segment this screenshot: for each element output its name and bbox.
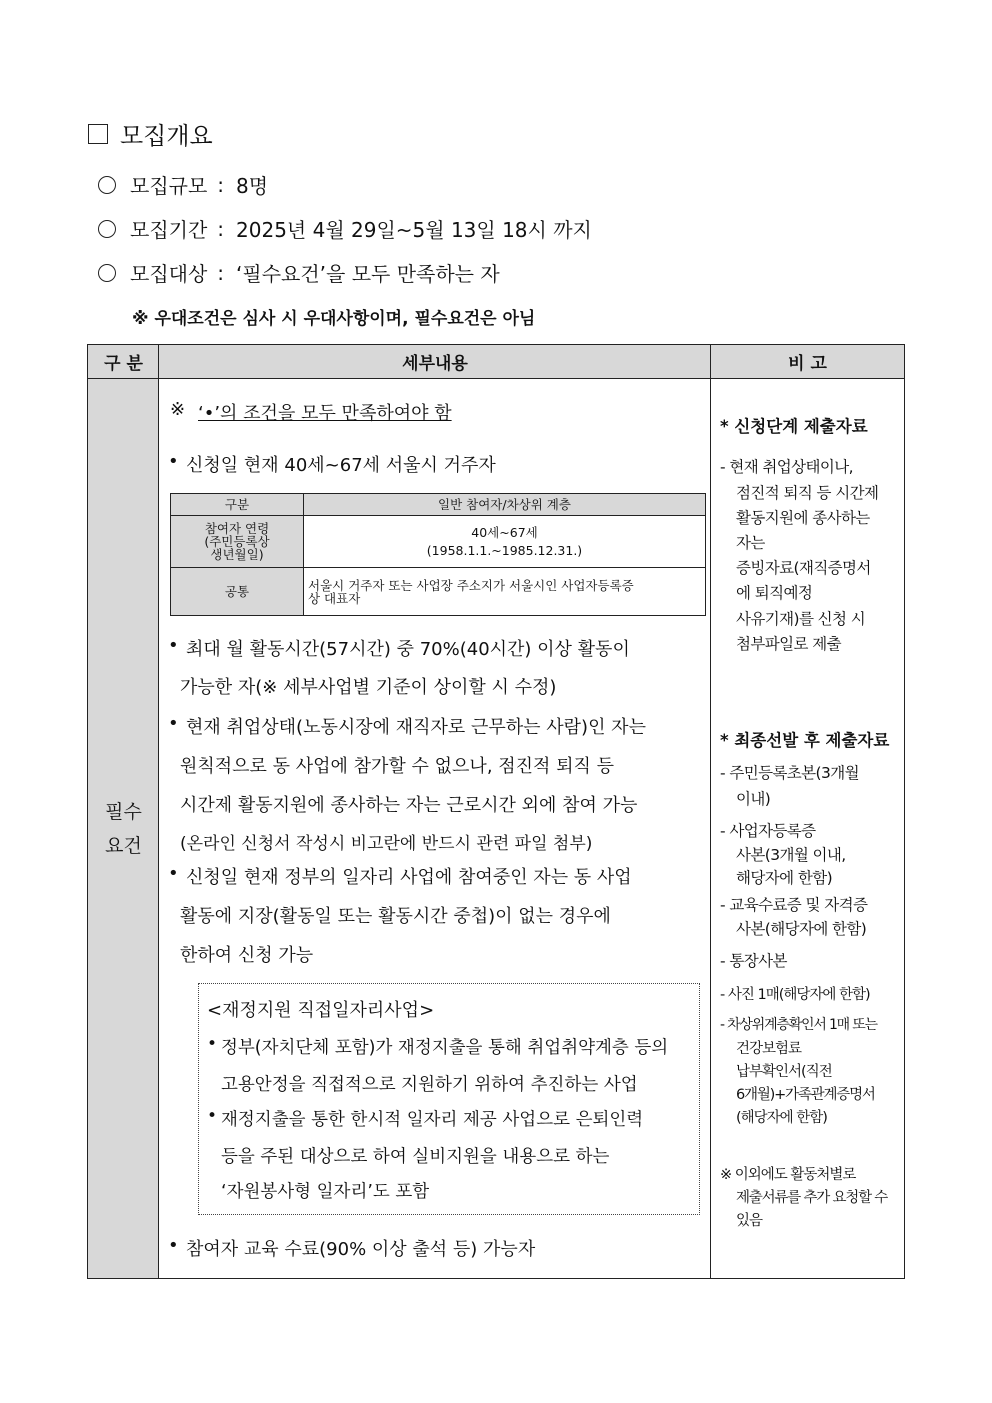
bullet-icon: •	[207, 1106, 218, 1126]
circle-bullet-icon	[98, 176, 116, 194]
req-activity-line2: 가능한 자(※ 세부사업별 기준이 상이할 시 수정)	[180, 677, 557, 698]
age-value-cell	[304, 516, 706, 568]
req-gov-job-line3: 한하여 신청 가능	[180, 945, 314, 966]
remark-line: 자는	[736, 534, 765, 552]
sub-header-category: 구분	[171, 494, 304, 516]
intro-text: ‘•’의 조건을 모두 만족하여야 함	[198, 403, 452, 424]
item-label: 모집기간	[130, 218, 208, 242]
remark-line: - 차상위계층확인서 1매 또는	[720, 1017, 877, 1033]
age-sub-table	[170, 493, 706, 616]
recruit-target-item	[98, 258, 500, 287]
sub-header-general: 일반 참여자/차상위 계층	[304, 494, 706, 516]
req-employment-line1: 현재 취업상태(노동시장에 재직자로 근무하는 사람)인 자는	[186, 717, 646, 738]
remark-line: 활동지원에 종사하는	[736, 509, 870, 527]
cell-line: 40세~67세	[471, 524, 538, 540]
header-category: 구 분	[88, 345, 159, 379]
requirements-table	[87, 344, 905, 1279]
remark-line: 해당자에 한함)	[736, 869, 833, 887]
intro-mark: ※	[170, 399, 186, 420]
bullet-icon: •	[168, 863, 179, 884]
checkbox-square-icon	[88, 124, 108, 144]
req-gov-job-line1: 신청일 현재 정부의 일자리 사업에 참여중인 자는 동 사업	[186, 867, 632, 888]
remark-line: 6개월)+가족관계증명서	[736, 1087, 875, 1103]
remarks-final-heading: * 최종선발 후 제출자료	[720, 731, 890, 750]
req-gov-job-line2: 활동에 지장(활동일 또는 활동시간 중첩)이 없는 경우에	[180, 906, 611, 927]
age-label-cell	[171, 516, 304, 568]
circle-bullet-icon	[98, 220, 116, 238]
remark-line: 있음	[736, 1213, 763, 1229]
common-value-cell	[304, 568, 706, 616]
item-label: 모집대상	[130, 262, 208, 286]
recruit-size-item	[98, 170, 268, 199]
req-education: 참여자 교육 수료(90% 이상 출석 등) 가능자	[186, 1239, 536, 1260]
remark-line: ※ 이외에도 활동처별로	[720, 1167, 856, 1183]
bullet-icon: •	[168, 1235, 179, 1256]
box-p1-line2: 고용안정을 직접적으로 지원하기 위하여 추진하는 사업	[221, 1075, 638, 1095]
remark-line: 증빙자료(재직증명서	[736, 559, 871, 577]
column-divider	[710, 345, 711, 1278]
box-p2-line3: ‘자원봉사형 일자리’도 포함	[221, 1182, 430, 1202]
remark-line: - 통장사본	[720, 952, 787, 970]
item-colon: :	[217, 216, 225, 241]
remark-line: 건강보험료	[736, 1041, 802, 1057]
req-employment-line2: 원칙적으로 동 사업에 참가할 수 없으나, 점진적 퇴직 등	[180, 756, 615, 777]
remark-line: 사본(3개월 이내,	[736, 846, 846, 864]
remark-line: 납부확인서(직전	[736, 1064, 832, 1080]
box-title: <재정지원 직접일자리사업>	[207, 1000, 435, 1021]
req-employment-line4: (온라인 신청서 작성시 비고란에 반드시 관련 파일 첨부)	[180, 834, 593, 854]
remark-line: - 사업자등록증	[720, 822, 816, 840]
direct-job-box	[198, 983, 700, 1215]
row-label-line: 요건	[105, 835, 142, 857]
bullet-icon: •	[168, 635, 179, 656]
section-heading	[88, 116, 213, 151]
item-colon: :	[217, 260, 225, 285]
preference-note: ※ 우대조건은 심사 시 우대사항이며, 필수요건은 아님	[132, 309, 536, 329]
remark-line: 사본(해당자에 한함)	[736, 920, 867, 938]
cell-line: 상 대표자	[308, 590, 361, 606]
circle-bullet-icon	[98, 264, 116, 282]
remark-line: 에 퇴직예정	[736, 584, 813, 602]
item-colon: :	[217, 172, 225, 197]
remark-line: 첨부파일로 제출	[736, 635, 841, 653]
heading-text: 모집개요	[120, 122, 213, 150]
remark-line: 이내)	[736, 790, 771, 808]
item-value: 8명	[236, 174, 269, 198]
header-details: 세부내용	[159, 345, 711, 379]
box-p1-line1: 정부(자치단체 포함)가 재정지출을 통해 취업취약계층 등의	[221, 1038, 669, 1058]
req-employment-line3: 시간제 활동지원에 종사하는 자는 근로시간 외에 참여 가능	[180, 795, 638, 816]
remark-line: - 현재 취업상태이나,	[720, 458, 853, 476]
remark-line: 사유기재)를 신청 시	[736, 610, 866, 628]
bullet-icon: •	[168, 451, 179, 472]
item-value: 2025년 4월 29일~5월 13일 18시 까지	[236, 218, 592, 242]
recruit-period-item	[98, 214, 592, 243]
bullet-icon: •	[168, 713, 179, 734]
remarks-apply-heading: * 신청단계 제출자료	[720, 417, 868, 436]
bullet-icon: •	[207, 1034, 218, 1054]
item-value: ‘필수요건’을 모두 만족하는 자	[236, 262, 500, 286]
req-age-residence: 신청일 현재 40세~67세 서울시 거주자	[186, 455, 496, 476]
remark-line: 제출서류를 추가 요청할 수	[736, 1190, 888, 1206]
req-activity-line1: 최대 월 활동시간(57시간) 중 70%(40시간) 이상 활동이	[186, 639, 630, 660]
header-remarks: 비 고	[711, 345, 904, 379]
remark-line: - 주민등록초본(3개월	[720, 764, 860, 782]
row-label	[88, 795, 159, 863]
remark-line: 점진적 퇴직 등 시간제	[736, 484, 879, 502]
cell-line: (1958.1.1.~1985.12.31.)	[426, 542, 583, 558]
box-p2-line2: 등을 주된 대상으로 하여 실비지원을 내용으로 하는	[221, 1147, 610, 1167]
cell-line: 서울시 거주자 또는 사업장 주소지가 서울시인 사업자등록증	[308, 577, 634, 593]
row-label-line: 필수	[105, 801, 142, 823]
cell-line: (주민등록상	[204, 534, 270, 549]
cell-line: 참여자 연령	[204, 521, 270, 536]
remark-line: - 교육수료증 및 자격증	[720, 896, 868, 914]
common-label-cell: 공통	[171, 568, 304, 616]
item-label: 모집규모	[130, 174, 208, 198]
cell-line: 생년월일)	[210, 547, 264, 562]
box-p2-line1: 재정지출을 통한 한시적 일자리 제공 사업으로 은퇴인력	[221, 1110, 644, 1130]
remark-line: - 사진 1매(해당자에 한함)	[720, 987, 870, 1003]
remark-line: (해당자에 한함)	[736, 1110, 827, 1126]
